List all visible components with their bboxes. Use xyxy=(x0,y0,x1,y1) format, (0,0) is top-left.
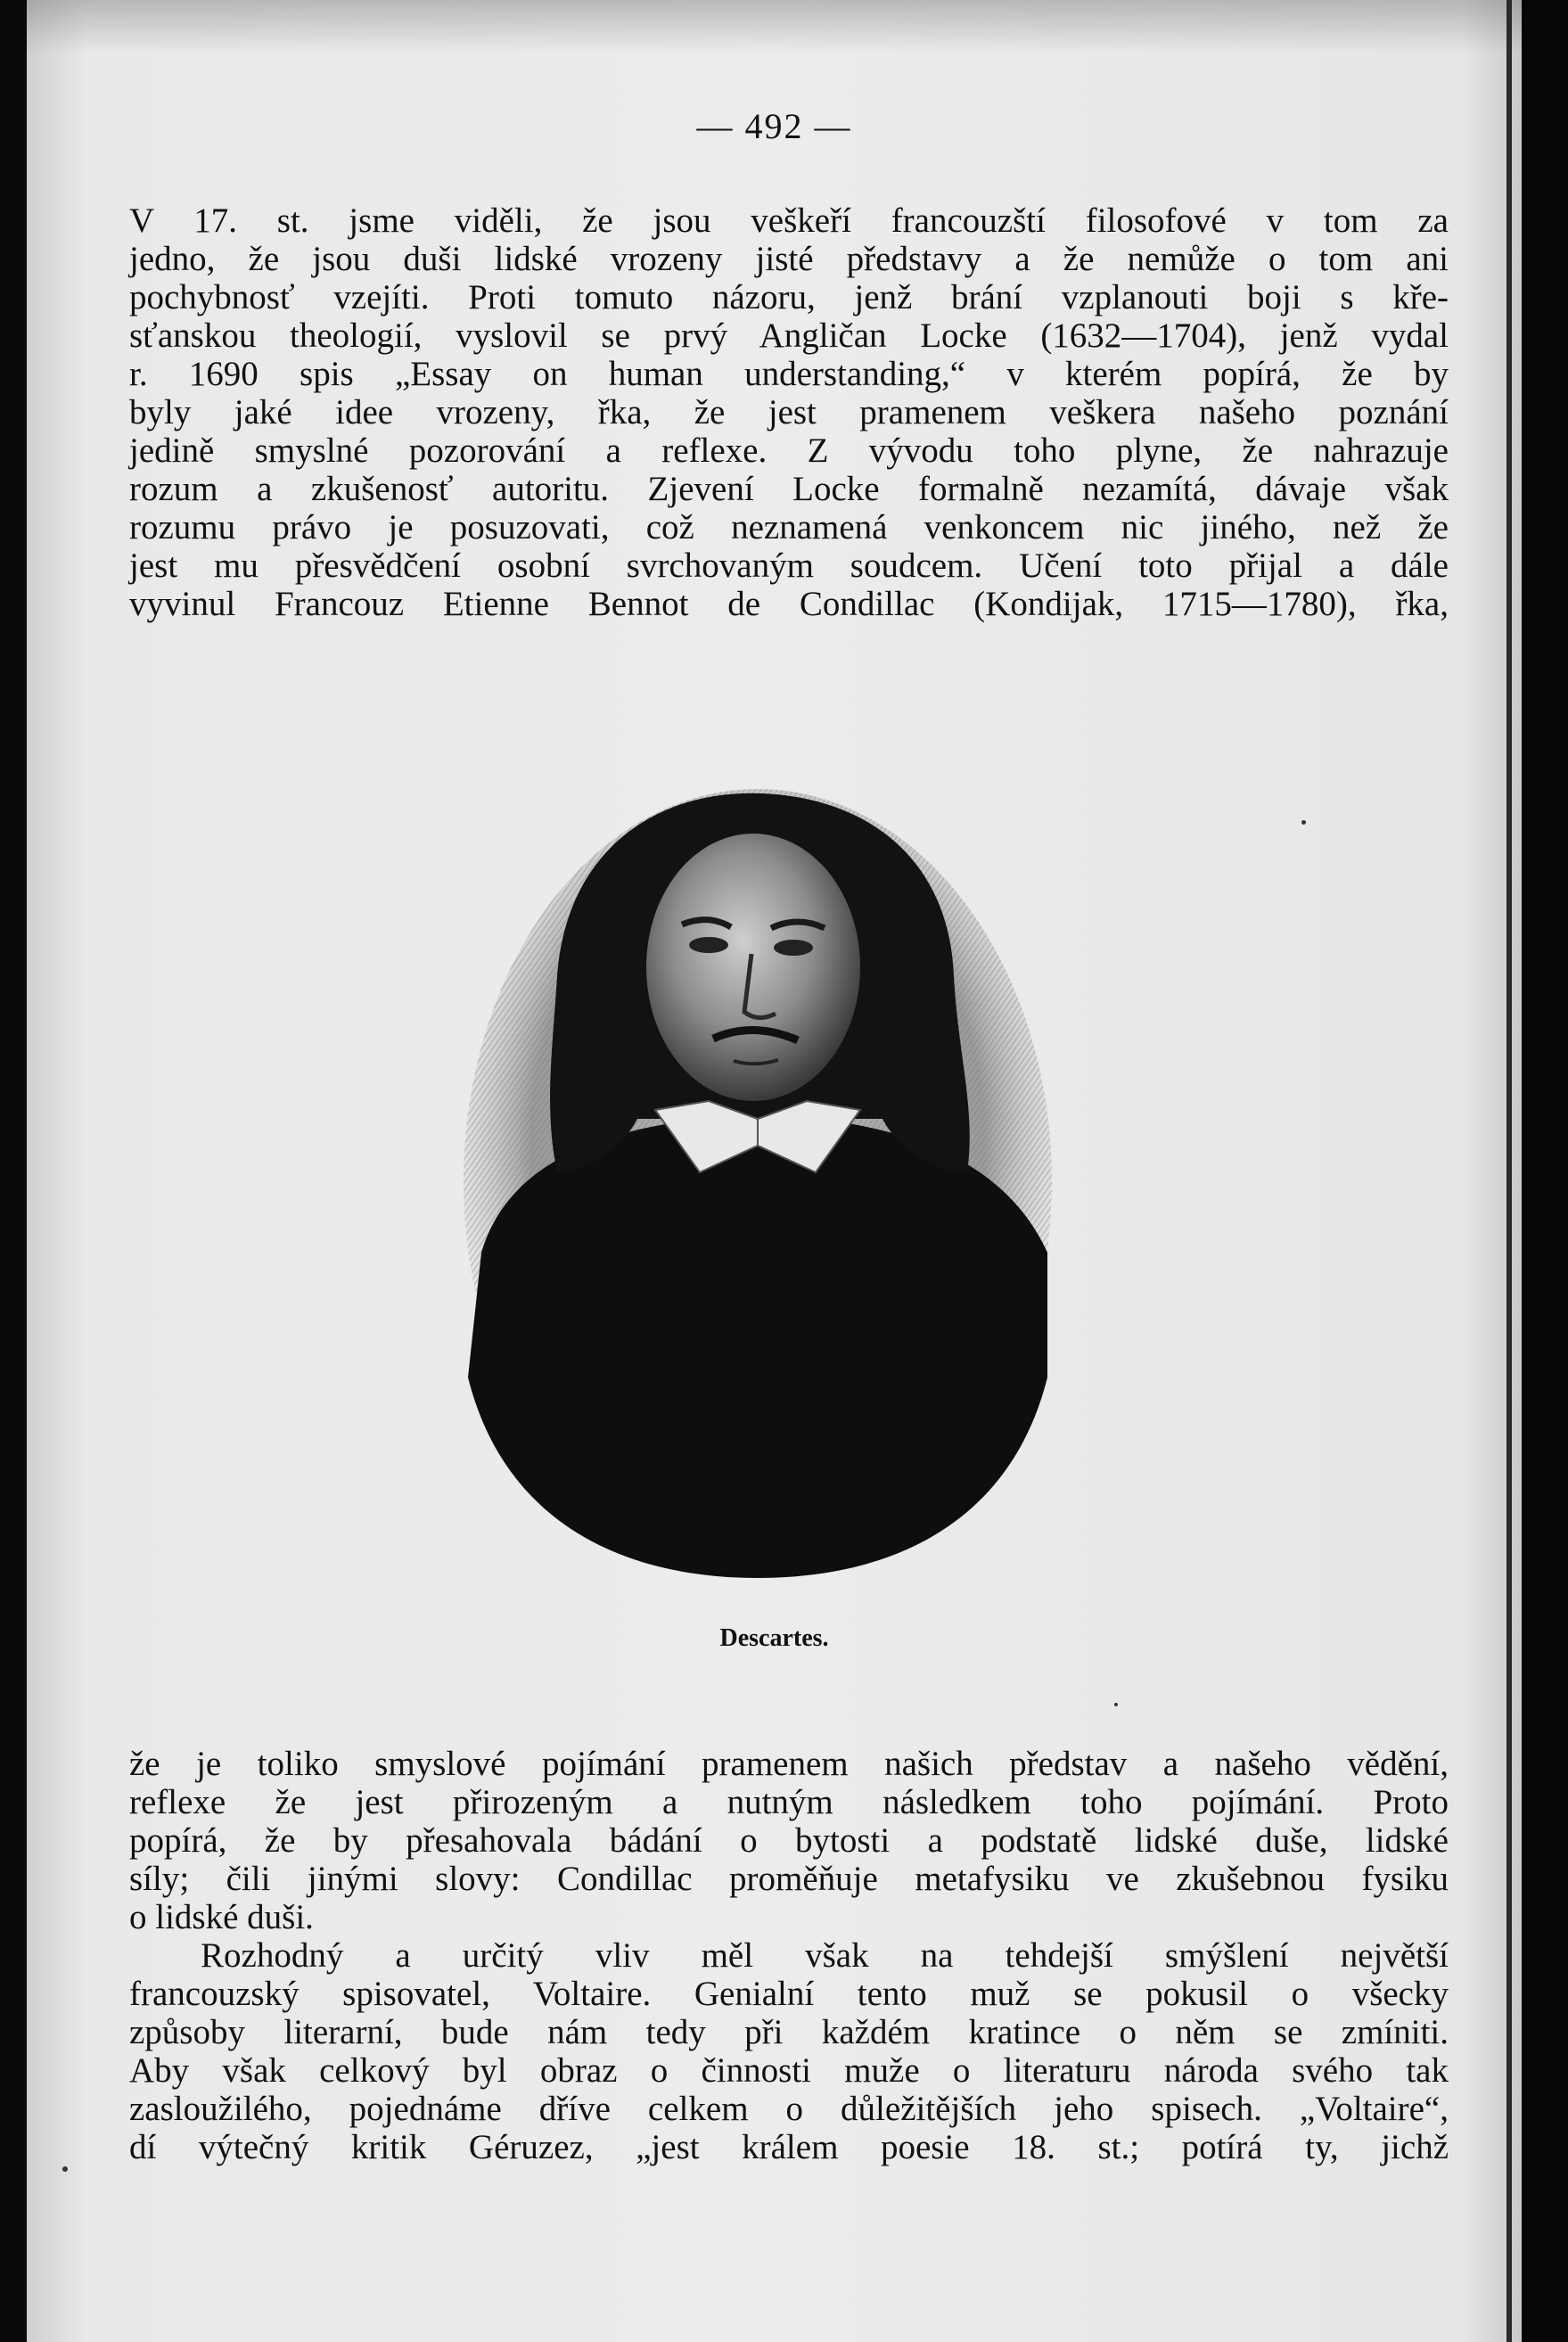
text-line: V 17. st. jsme viděli, že jsou veškeří francouzští filosofové v tom za xyxy=(129,201,1449,240)
text-line: popírá, že by přesahovala bádání o bytosti a podstatě lidské duše, lidské xyxy=(129,1821,1449,1860)
scan-speck xyxy=(1114,1703,1118,1706)
page-number: — 492 — xyxy=(696,106,852,146)
text-line: o lidské duši. xyxy=(129,1898,314,1936)
text-line: dí výtečný kritik Géruzez, „jest králem poesie 18. st.; potírá ty, jichž xyxy=(129,2128,1449,2166)
text-line: pochybnosť vzejíti. Proti tomuto názoru, jenž brání vzplanouti boji s kře- xyxy=(129,278,1449,316)
page-top-shadow xyxy=(27,0,1522,53)
paragraph-top xyxy=(129,201,1449,623)
text-line: francouzský spisovatel, Voltaire. Genialní tento muž se pokusil o všecky xyxy=(129,1975,1449,2013)
page-gutter-line xyxy=(1506,0,1512,2342)
text-line: jedno, že jsou duši lidské vrozeny jisté představy a že nemůže o tom ani xyxy=(129,240,1449,278)
scan-border-left xyxy=(0,0,27,2342)
text-line: způsoby literarní, bude nám tedy při každém kratince o něm se zmíniti. xyxy=(129,2013,1449,2051)
text-line: Aby však celkový byl obraz o činnosti muže o literaturu národa svého tak xyxy=(129,2051,1449,2090)
scan-speck xyxy=(62,2166,68,2172)
portrait-engraving xyxy=(432,753,1083,1627)
text-line: r. 1690 spis „Essay on human understanding,“ v kterém popírá, že by xyxy=(129,355,1449,393)
portrait-caption: Descartes. xyxy=(719,1624,829,1652)
text-line: byly jaké idee vrozeny, řka, že jest pramenem veškera našeho poznání xyxy=(129,393,1449,431)
text-line: rozumu právo je posuzovati, což neznamená venkoncem nic jiného, než že xyxy=(129,508,1449,546)
paragraph-bottom-2 xyxy=(129,1936,1449,2166)
text-line: sťanskou theologií, vyslovil se prvý Angličan Locke (1632—1704), jenž vydal xyxy=(129,316,1449,355)
text-line: zasloužilého, pojednáme dříve celkem o důležitějších jeho spisech. „Voltaire“, xyxy=(129,2090,1449,2128)
paragraph-bottom-1 xyxy=(129,1745,1449,1936)
text-line: reflexe že jest přirozeným a nutným následkem toho pojímání. Proto xyxy=(129,1783,1449,1821)
scan-border-right xyxy=(1522,0,1568,2342)
text-line: Rozhodný a určitý vliv měl však na tehdejší smýšlení největší xyxy=(201,1936,1449,1975)
text-line: že je toliko smyslové pojímání pramenem našich představ a našeho vědění, xyxy=(129,1745,1449,1783)
book-page xyxy=(27,0,1522,2342)
scan-speck xyxy=(1301,820,1306,825)
descartes-portrait xyxy=(432,753,1083,1627)
text-line: jedině smyslné pozorování a reflexe. Z vývodu toho plyne, že nahrazuje xyxy=(129,431,1449,470)
text-line: rozum a zkušenosť autoritu. Zjevení Locke formalně nezamítá, dávaje však xyxy=(129,470,1449,508)
text-line: jest mu přesvědčení osobní svrchovaným soudcem. Učení toto přijal a dále xyxy=(129,546,1449,585)
text-line: vyvinul Francouz Etienne Bennot de Condillac (Kondijak, 1715—1780), řka, xyxy=(129,585,1449,623)
text-line: síly; čili jinými slovy: Condillac proměňuje metafysiku ve zkušebnou fysiku xyxy=(129,1860,1449,1898)
